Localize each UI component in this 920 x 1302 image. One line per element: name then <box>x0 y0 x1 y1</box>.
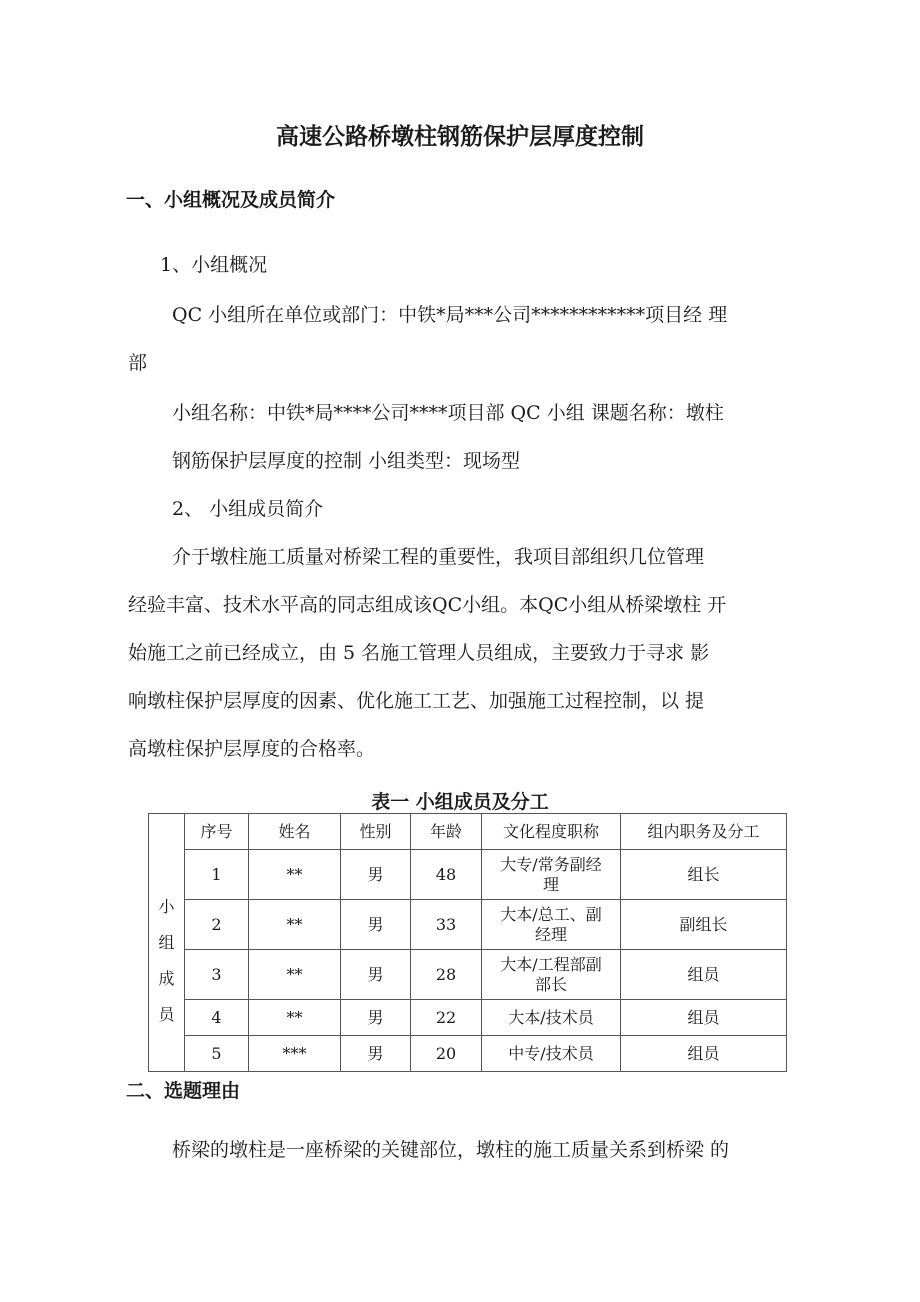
row-gender: 男 <box>341 850 411 900</box>
intro-line: 高墩柱保护层厚度的合格率。 <box>128 738 376 760</box>
row-name: ** <box>249 900 341 950</box>
row-education <box>482 900 621 950</box>
row-education-line: 大本/总工、副 <box>500 904 602 924</box>
row-education: 中专/技术员 <box>482 1036 621 1072</box>
row-education-line: 部长 <box>534 974 567 994</box>
section-heading-2: 二、选题理由 <box>126 1080 241 1102</box>
intro-line: 经验丰富、技术水平高的同志组成该QC小组。本QC小组从桥梁墩柱 开 <box>128 594 727 616</box>
row-age: 20 <box>411 1036 482 1072</box>
unit-line-1: QC 小组所在单位或部门：中铁*局***公司************项目经 理 <box>172 304 728 326</box>
row-age: 48 <box>411 850 482 900</box>
header-cell: 文化程度职称 <box>482 814 621 850</box>
row-name: *** <box>249 1036 341 1072</box>
row-role: 组员 <box>621 950 787 1000</box>
row-role: 组长 <box>621 850 787 900</box>
row-gender: 男 <box>341 950 411 1000</box>
row-no: 4 <box>185 1000 249 1036</box>
row-name: ** <box>249 850 341 900</box>
row-no: 2 <box>185 900 249 950</box>
row-education-line: 经理 <box>534 924 567 944</box>
row-education-line: 大专/常务副经 <box>500 854 602 874</box>
row-age: 28 <box>411 950 482 1000</box>
reason-line-1: 桥梁的墩柱是一座桥梁的关键部位，墩柱的施工质量关系到桥梁 的 <box>172 1139 730 1161</box>
group-label-char: 组 <box>158 932 175 952</box>
row-education <box>482 950 621 1000</box>
row-gender: 男 <box>341 900 411 950</box>
intro-line: 始施工之前已经成立，由 5 名施工管理人员组成，主要致力于寻求 影 <box>128 642 710 664</box>
table-row <box>149 900 787 950</box>
table-row <box>149 1036 787 1072</box>
row-education-line: 大本/工程部副 <box>500 954 602 974</box>
group-label-char: 员 <box>158 1004 175 1024</box>
group-label-cell <box>149 814 185 1072</box>
row-education-line: 理 <box>542 874 559 894</box>
table-row <box>149 850 787 900</box>
header-cell: 姓名 <box>249 814 341 850</box>
unit-line-2: 部 <box>128 352 148 374</box>
document-title: 高速公路桥墩柱钢筋保护层厚度控制 <box>276 124 644 150</box>
row-role: 组员 <box>621 1036 787 1072</box>
table-caption: 表一 小组成员及分工 <box>371 791 549 813</box>
row-no: 5 <box>185 1036 249 1072</box>
group-name-line-2: 钢筋保护层厚度的控制 小组类型：现场型 <box>172 450 521 472</box>
row-age: 33 <box>411 900 482 950</box>
table-row <box>149 950 787 1000</box>
row-education: 大本/技术员 <box>482 1000 621 1036</box>
intro-line: 介于墩柱施工质量对桥梁工程的重要性，我项目部组织几位管理 <box>172 546 705 568</box>
row-name: ** <box>249 950 341 1000</box>
row-role: 组员 <box>621 1000 787 1036</box>
group-label-char: 成 <box>158 968 175 988</box>
intro-line: 响墩柱保护层厚度的因素、优化施工工艺、加强施工过程控制，以 提 <box>128 690 705 712</box>
row-name: ** <box>249 1000 341 1036</box>
header-cell: 序号 <box>185 814 249 850</box>
header-cell: 年龄 <box>411 814 482 850</box>
row-no: 1 <box>185 850 249 900</box>
row-role: 副组长 <box>621 900 787 950</box>
row-gender: 男 <box>341 1000 411 1036</box>
row-gender: 男 <box>341 1036 411 1072</box>
header-cell: 性别 <box>341 814 411 850</box>
row-education <box>482 850 621 900</box>
header-cell: 组内职务及分工 <box>621 814 787 850</box>
row-age: 22 <box>411 1000 482 1036</box>
table-row <box>149 1000 787 1036</box>
row-no: 3 <box>185 950 249 1000</box>
members-table <box>148 813 787 1072</box>
section-heading-1: 一、小组概况及成员简介 <box>126 189 336 211</box>
subsection-heading-2: 2、 小组成员简介 <box>172 498 324 520</box>
subsection-heading-1: 1、小组概况 <box>160 254 268 276</box>
group-name-line-1: 小组名称：中铁*局****公司****项目部 QC 小组 课题名称：墩柱 <box>172 402 724 424</box>
group-label-char: 小 <box>158 896 175 916</box>
